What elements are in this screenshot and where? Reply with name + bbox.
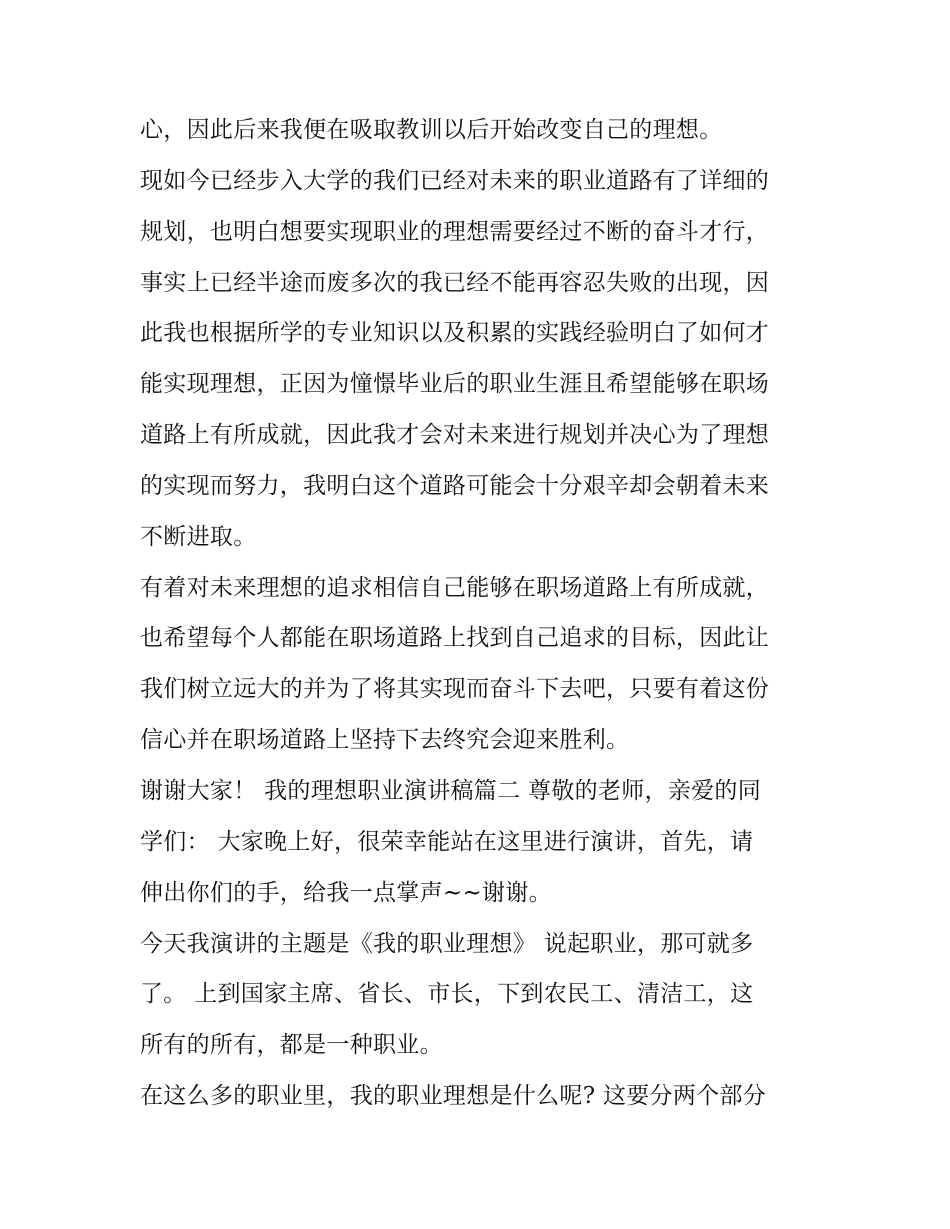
text-line: 信心并在职场道路上坚持下去终究会迎来胜利。: [140, 727, 630, 754]
text-line: 道路上有所成就，因此我才会对未来进行规划并决心为了理想: [140, 422, 770, 449]
text-line: 事实上已经半途而废多次的我已经不能再容忍失败的出现，因: [140, 269, 770, 296]
text-line: 能实现理想，正因为憧憬毕业后的职业生涯且希望能够在职场: [140, 371, 770, 398]
text-line: 也希望每个人都能在职场道路上找到自己追求的目标，因此让: [140, 625, 770, 652]
text-line: 学们： 大家晚上好，很荣幸能站在这里进行演讲，首先，请: [140, 828, 754, 855]
text-line: 心，因此后来我便在吸取教训以后开始改变自己的理想。: [140, 117, 723, 143]
document-body: [140, 105, 820, 1122]
text-line: 在这么多的职业里，我的职业理想是什么呢? 这要分两个部分: [140, 1083, 767, 1110]
text-line: 现如今已经步入大学的我们已经对未来的职业道路有了详细的: [140, 167, 770, 194]
text-line: 此我也根据所学的专业知识以及积累的实践经验明白了如何才: [140, 320, 770, 347]
text-line: 的实现而努力，我明白这个道路可能会十分艰辛却会朝着未来: [140, 472, 770, 499]
text-line: 所有的所有，都是一种职业。: [140, 1032, 443, 1059]
text-line: 今天我演讲的主题是《我的职业理想》 说起职业，那可就多: [140, 930, 754, 957]
text-line: 了。 上到国家主席、省长、市长，下到农民工、清洁工，这: [140, 981, 754, 1008]
text-line: 有着对未来理想的追求相信自己能够在职场道路上有所成就，: [140, 574, 770, 601]
text-line: 谢谢大家！ 我的理想职业演讲稿篇二 尊敬的老师，亲爱的同: [140, 777, 762, 804]
text-line: 伸出你们的手，给我一点掌声~~谢谢。: [140, 879, 552, 906]
text-line: 我们树立远大的并为了将其实现而奋斗下去吧，只要有着这份: [140, 676, 770, 703]
text-line: 不断进取。: [140, 523, 257, 550]
text-line: 规划，也明白想要实现职业的理想需要经过不断的奋斗才行，: [140, 218, 770, 245]
